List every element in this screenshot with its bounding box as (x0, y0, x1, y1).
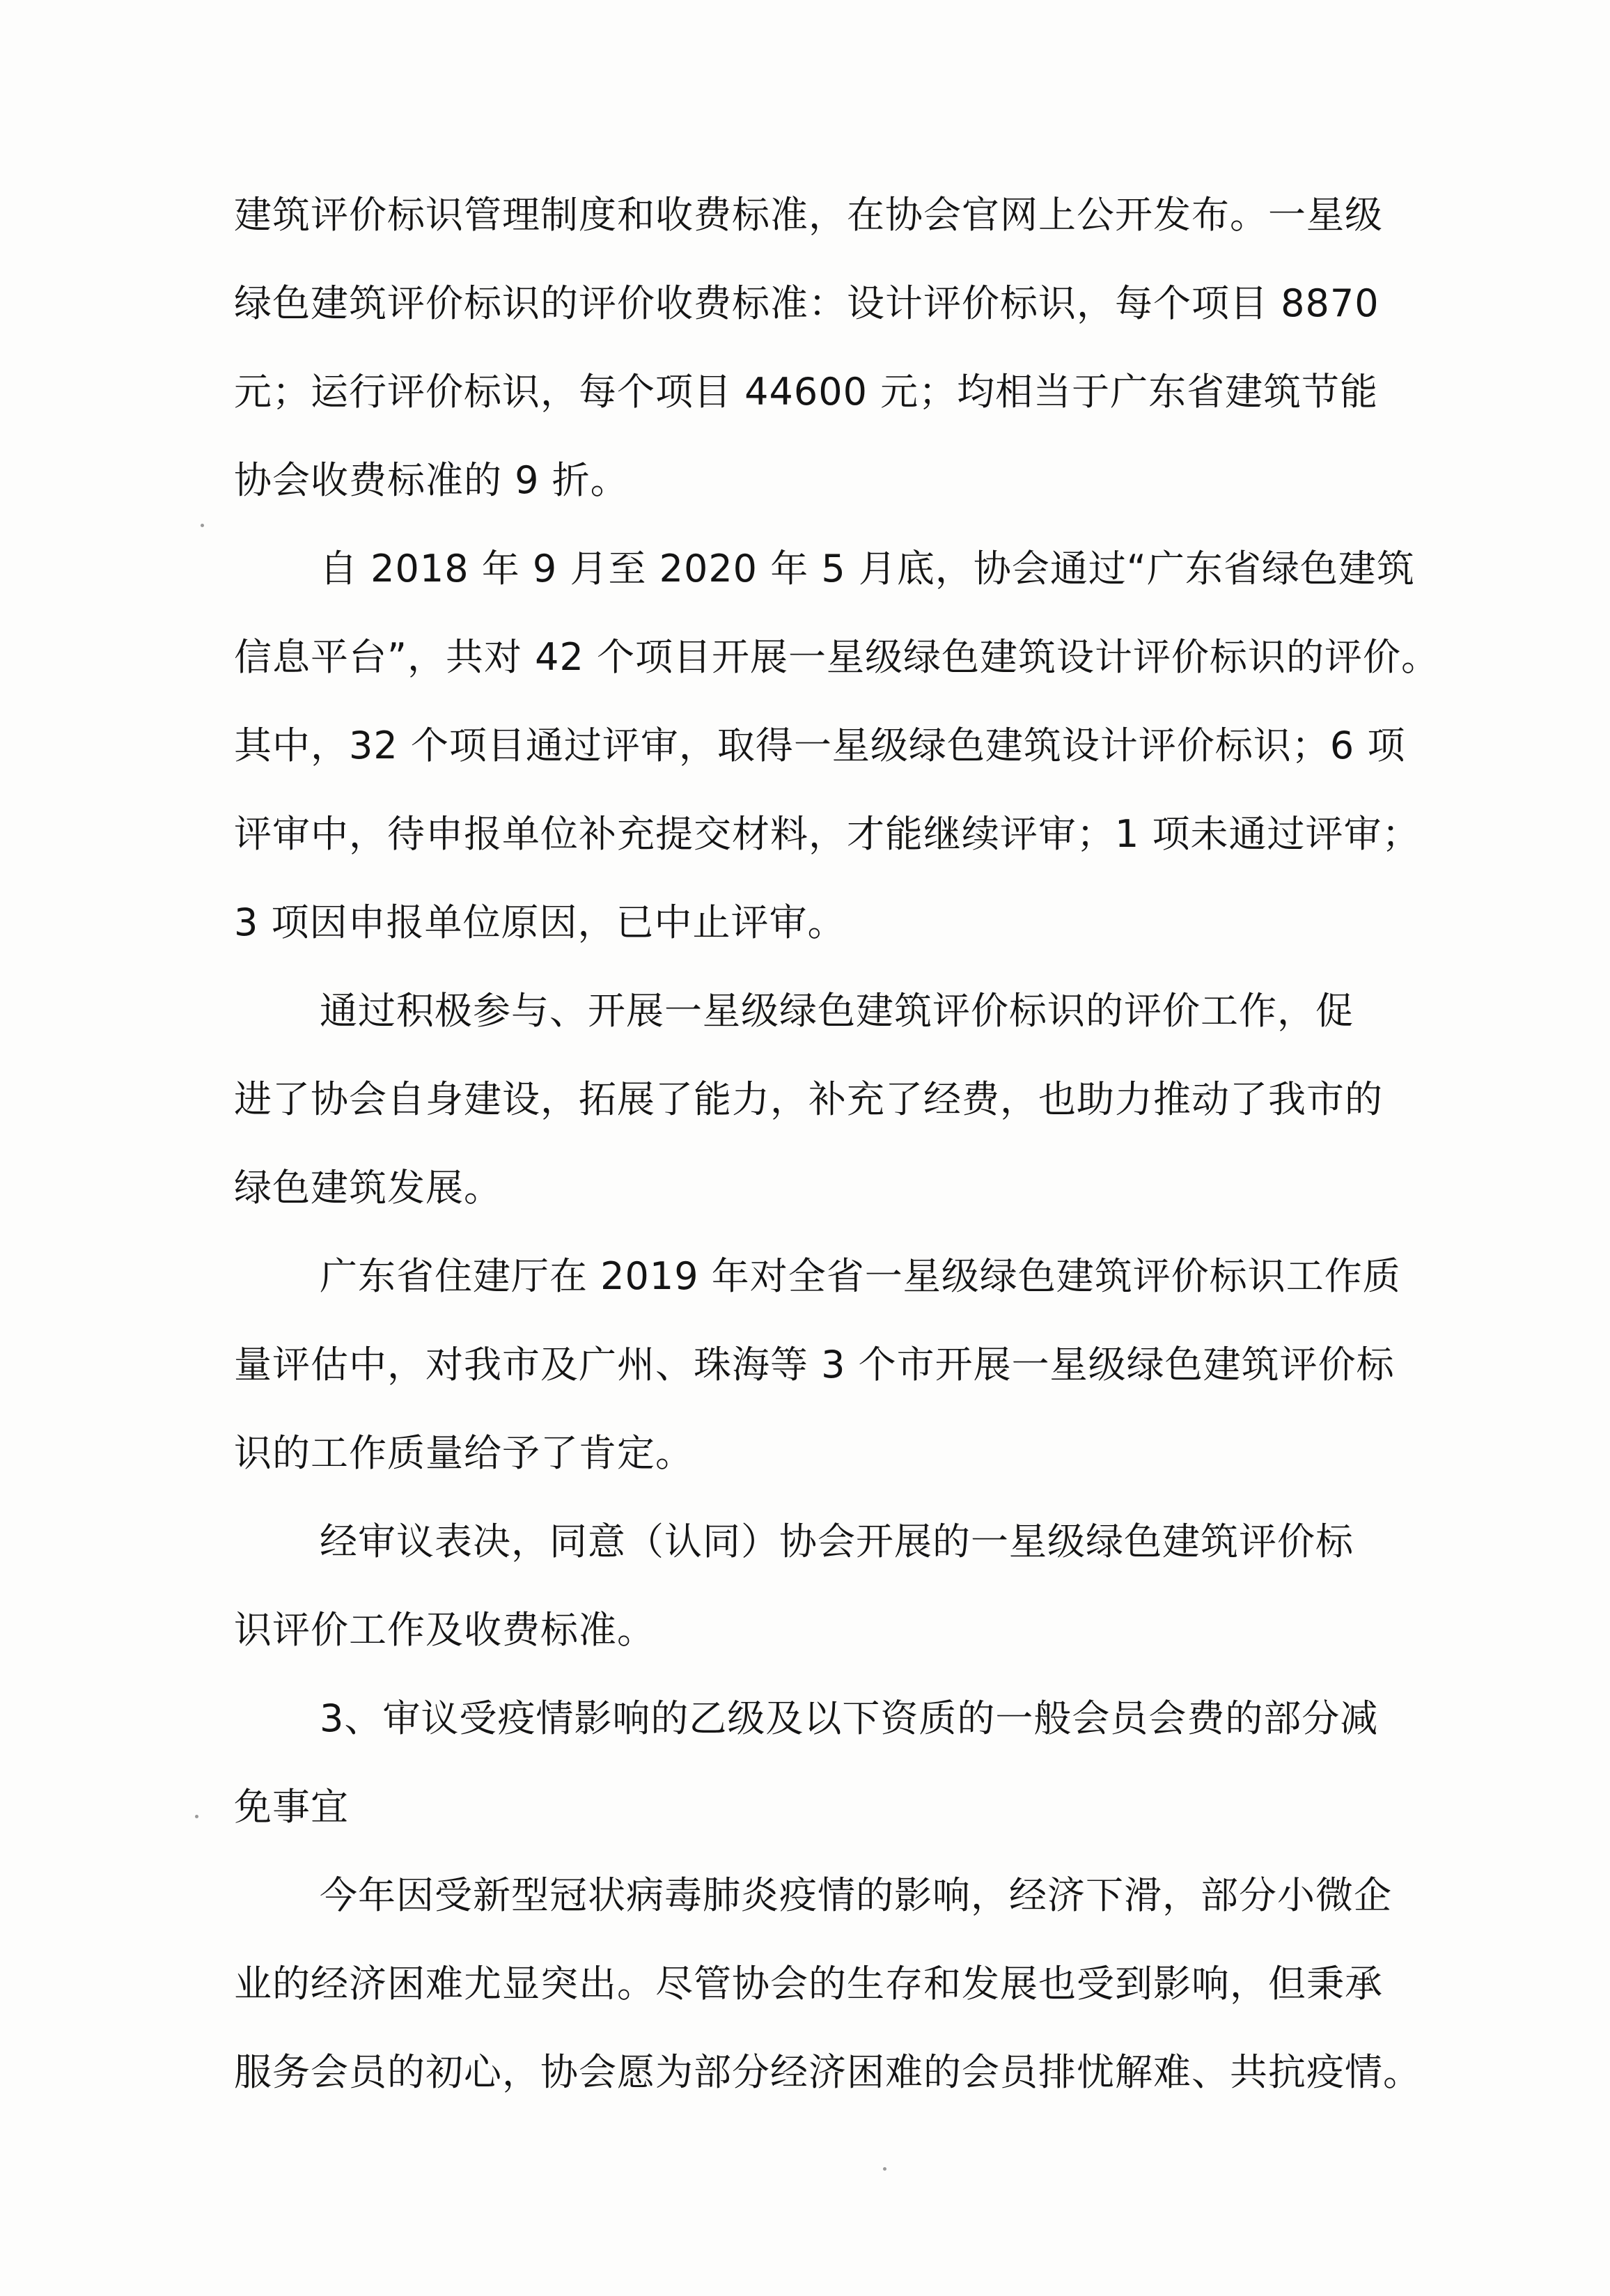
scan-speck (195, 1815, 198, 1818)
text-line: 服务会员的初心，协会愿为部分经济困难的会员排忧解难、共抗疫情。 (234, 2050, 1421, 2094)
text-line: 业的经济困难尤显突出。尽管协会的生存和发展也受到影响，但秉承 (234, 1962, 1383, 2006)
scan-speck (201, 524, 204, 527)
text-line: 其中，32 个项目通过评审，取得一星级绿色建筑设计评价标识；6 项 (234, 724, 1406, 767)
text-line: 自 2018 年 9 月至 2020 年 5 月底，协会通过“广东省绿色建筑 (320, 547, 1415, 591)
scan-speck (883, 2167, 886, 2171)
text-line: 元；运行评价标识，每个项目 44600 元；均相当于广东省建筑节能 (234, 370, 1379, 414)
text-line: 识评价工作及收费标准。 (234, 1608, 655, 1652)
text-line: 评审中，待申报单位补充提交材料，才能继续评审；1 项未通过评审； (234, 812, 1421, 856)
text-line: 绿色建筑发展。 (234, 1166, 502, 1210)
text-line: 今年因受新型冠状病毒肺炎疫情的影响，经济下滑，部分小微企 (320, 1873, 1392, 1917)
text-line: 广东省住建厅在 2019 年对全省一星级绿色建筑评价标识工作质 (320, 1254, 1401, 1298)
section-heading: 免事宜 (234, 1785, 349, 1829)
text-line: 3 项因申报单位原因，已中止评审。 (234, 900, 846, 944)
section-heading: 3、审议受疫情影响的乙级及以下资质的一般会员会费的部分减 (320, 1696, 1379, 1740)
text-line: 经审议表决，同意（认同）协会开展的一星级绿色建筑评价标 (320, 1520, 1354, 1563)
text-line: 信息平台”，共对 42 个项目开展一星级绿色建筑设计评价标识的评价。 (234, 635, 1440, 679)
text-line: 协会收费标准的 9 折。 (234, 458, 629, 502)
text-line: 量评估中，对我市及广州、珠海等 3 个市开展一星级绿色建筑评价标 (234, 1343, 1395, 1387)
text-line: 通过积极参与、开展一星级绿色建筑评价标识的评价工作，促 (320, 989, 1354, 1033)
text-line: 进了协会自身建设，拓展了能力，补充了经费，也助力推动了我市的 (234, 1077, 1383, 1121)
text-line: 绿色建筑评价标识的评价收费标准：设计评价标识，每个项目 8870 (234, 281, 1380, 325)
text-line: 建筑评价标识管理制度和收费标准，在协会官网上公开发布。一星级 (234, 193, 1383, 237)
text-line: 识的工作质量给予了肯定。 (234, 1431, 694, 1475)
